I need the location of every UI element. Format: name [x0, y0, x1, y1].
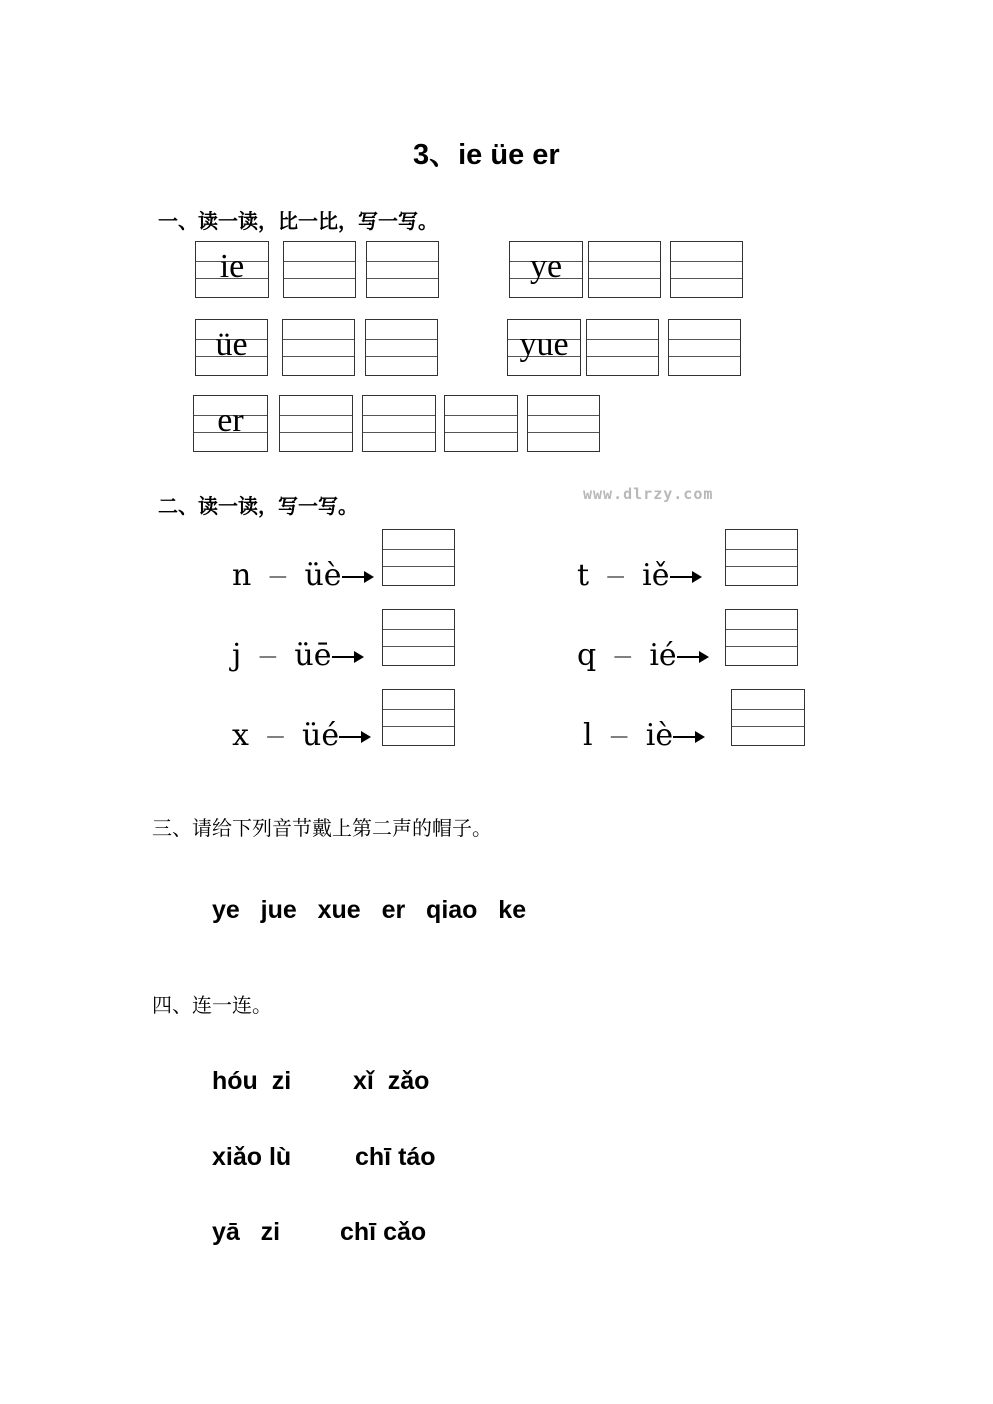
pinyin-box-example [195, 319, 268, 376]
section3-heading: 三、请给下列音节戴上第二声的帽子。 [152, 816, 492, 840]
match-right-item[interactable]: xǐ zǎo [353, 1067, 430, 1095]
arrow-icon [673, 730, 705, 744]
dash: － [611, 646, 634, 671]
match-right-item[interactable]: chī táo [355, 1143, 436, 1171]
watermark: www.dlrzy.com [583, 485, 714, 503]
answer-box[interactable] [725, 529, 798, 586]
initial: x [232, 718, 249, 753]
writing-box[interactable] [362, 395, 436, 452]
initial: q [577, 638, 597, 673]
writing-box[interactable] [527, 395, 600, 452]
dash: － [256, 646, 279, 671]
spelling-item [577, 558, 702, 593]
example-syllable: ie [219, 247, 245, 285]
final: ié [649, 638, 677, 673]
match-left-item[interactable]: yā zi [212, 1218, 281, 1246]
final: iě [642, 558, 670, 593]
syllable-list [212, 896, 526, 925]
writing-box[interactable] [588, 241, 661, 298]
spelling-item [577, 638, 709, 673]
example-syllable: er [217, 401, 244, 439]
syllable: ke [498, 896, 527, 924]
writing-box[interactable] [668, 319, 741, 376]
example-syllable: ye [529, 247, 563, 285]
example-syllable: yue [519, 325, 569, 363]
writing-box[interactable] [283, 241, 356, 298]
answer-box[interactable] [382, 529, 455, 586]
arrow-icon [677, 650, 709, 664]
arrow-icon [670, 570, 702, 584]
syllable: er [381, 896, 406, 924]
final: üè [304, 558, 342, 593]
spelling-item [232, 558, 374, 593]
match-left-item[interactable]: hóu zi [212, 1067, 292, 1095]
writing-box[interactable] [444, 395, 518, 452]
answer-box[interactable] [731, 689, 805, 746]
spelling-item [232, 638, 364, 673]
pinyin-box-example [195, 241, 269, 298]
syllable: ye [212, 896, 240, 924]
initial: l [583, 718, 593, 753]
arrow-icon [342, 570, 374, 584]
pinyin-box-example [193, 395, 268, 452]
final: üé [302, 718, 340, 753]
section1-heading: 一、读一读，比一比，写一写。 [158, 209, 438, 233]
section2-heading: 二、读一读，写一写。 [158, 494, 358, 518]
writing-box[interactable] [670, 241, 743, 298]
answer-box[interactable] [382, 609, 455, 666]
match-right-item[interactable]: chī cǎo [340, 1218, 427, 1246]
spelling-item [583, 718, 705, 753]
arrow-icon [332, 650, 364, 664]
dash: － [604, 566, 627, 591]
writing-box[interactable] [365, 319, 438, 376]
dash: － [266, 566, 289, 591]
syllable: xue [317, 896, 361, 924]
pinyin-box-example [509, 241, 583, 298]
answer-box[interactable] [725, 609, 798, 666]
syllable: qiao [426, 896, 478, 924]
initial: n [232, 558, 252, 593]
writing-box[interactable] [282, 319, 355, 376]
dash: － [608, 726, 631, 751]
section4-heading: 四、连一连。 [152, 993, 272, 1017]
final: üē [294, 638, 332, 673]
initial: j [232, 638, 242, 673]
match-left-item[interactable]: xiǎo lù [212, 1143, 292, 1171]
final: iè [645, 718, 674, 753]
writing-box[interactable] [279, 395, 353, 452]
spelling-item [232, 718, 371, 753]
answer-box[interactable] [382, 689, 455, 746]
syllable: jue [260, 896, 297, 924]
example-syllable: üe [215, 325, 248, 363]
writing-box[interactable] [586, 319, 659, 376]
initial: t [577, 558, 590, 593]
writing-box[interactable] [366, 241, 439, 298]
dash: － [264, 726, 287, 751]
page-title: 3、ie üe er [413, 139, 560, 171]
pinyin-box-example [507, 319, 581, 376]
arrow-icon [339, 730, 371, 744]
